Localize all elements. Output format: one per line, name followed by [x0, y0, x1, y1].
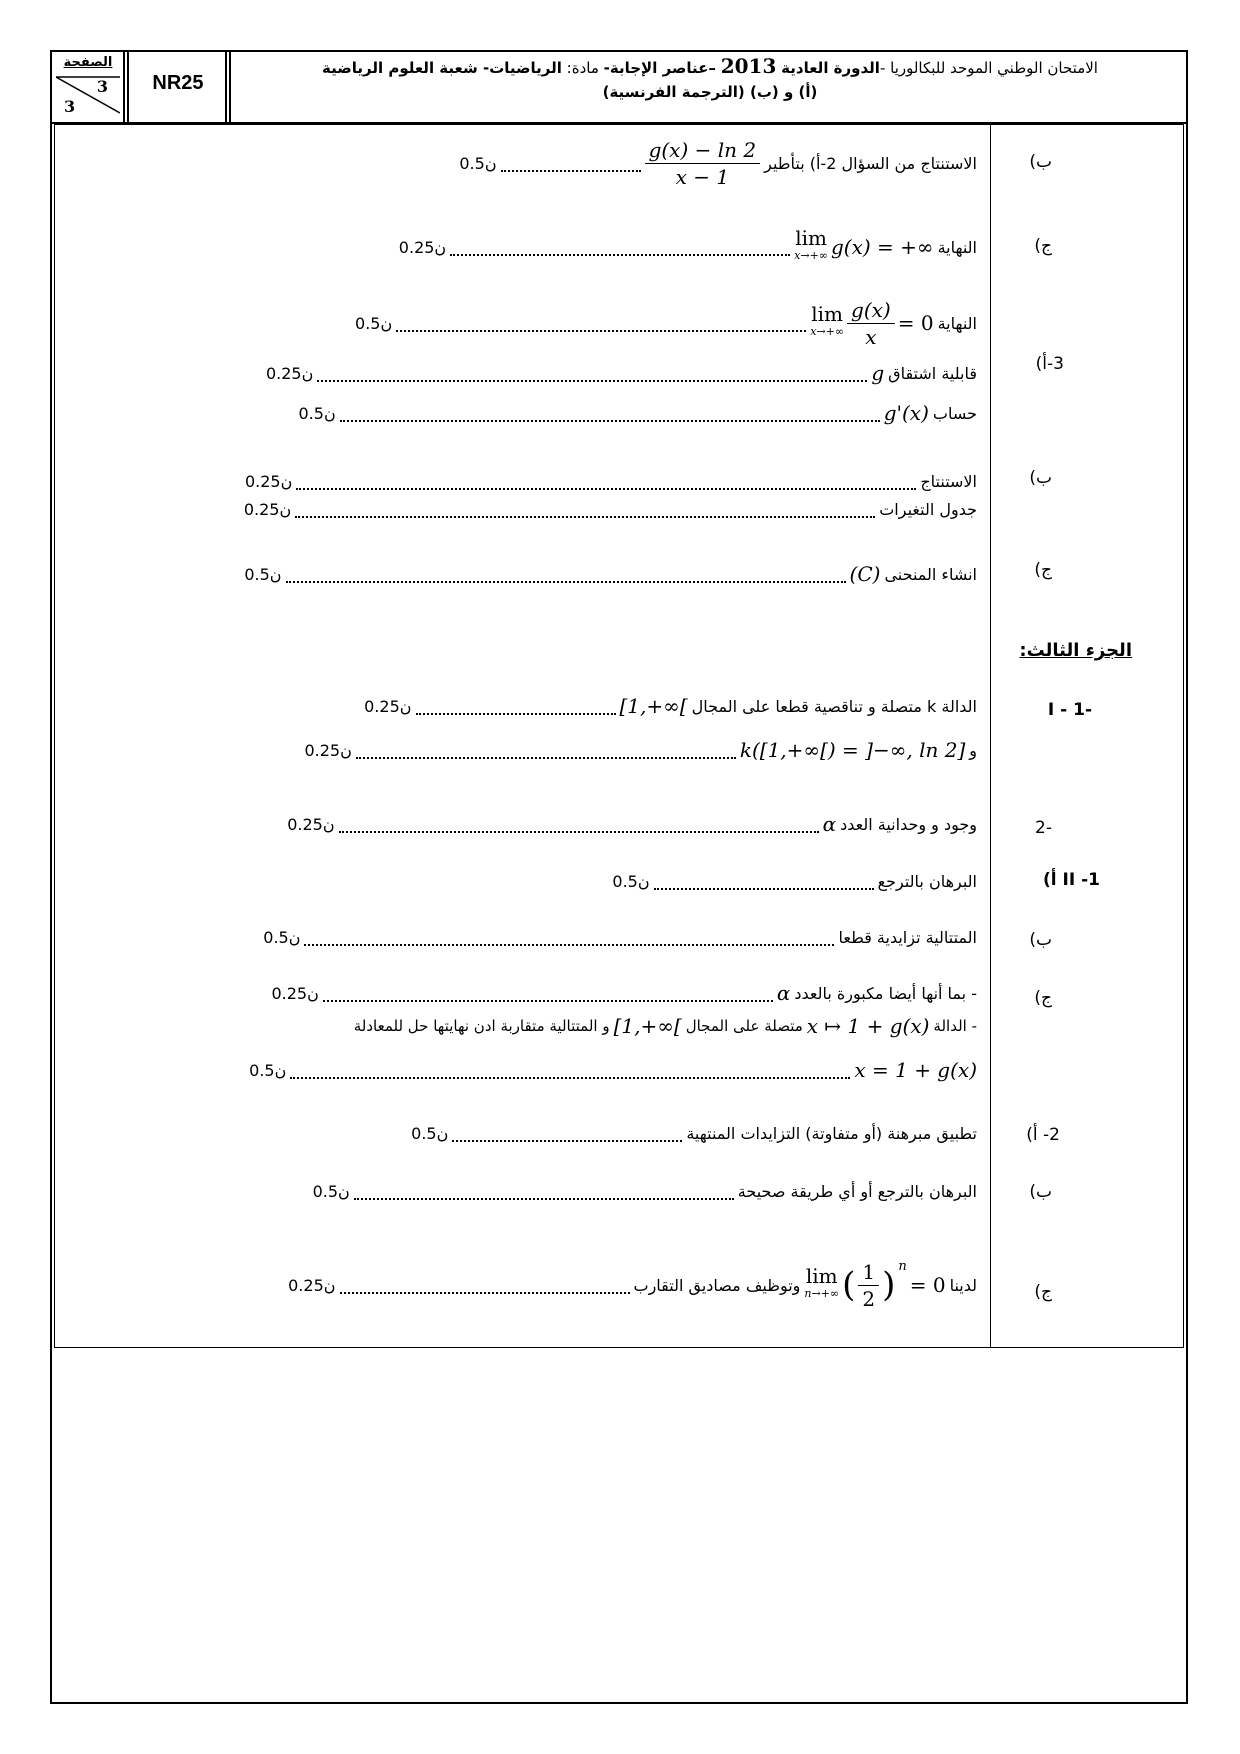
- section-part3: الجزء الثالث:: [1019, 640, 1132, 661]
- row-4: قابلية اشتقاق g 0.25ن: [265, 361, 977, 385]
- row-label-9: -1 - I: [1047, 700, 1092, 720]
- exam-code: NR25: [152, 72, 204, 94]
- header-answer-elements: –عناصر الإجابة-: [603, 59, 716, 77]
- row-label-2: ج): [1034, 236, 1052, 256]
- row-5: حساب g'(x) 0.5ن: [298, 401, 977, 425]
- points: 0.5ن: [411, 1123, 449, 1143]
- page-current: 3: [96, 77, 108, 96]
- page-total: 3: [64, 97, 76, 116]
- points: 0.25ن: [304, 740, 352, 760]
- row-11: وجود و وحدانية العدد α 0.25ن: [287, 812, 977, 836]
- points: 0.5ن: [263, 927, 301, 947]
- header-session: الدورة العادية: [781, 59, 880, 77]
- row-8: انشاء المنحنى (C) 0.5ن: [244, 562, 977, 586]
- points: 0.5ن: [355, 313, 393, 333]
- points: 0.5ن: [312, 1181, 350, 1201]
- points: 0.25ن: [244, 471, 293, 491]
- header-subtitle: (أ) و (ب) (الترجمة الفرنسية): [602, 83, 818, 101]
- points: 0.25ن: [287, 814, 335, 834]
- header-prefix: الامتحان الوطني الموحد للبكالوريا -: [879, 59, 1098, 77]
- row-10: و k([1,+∞[) = ]−∞, ln 2] 0.25ن: [304, 738, 977, 762]
- header-title: [240, 54, 1180, 80]
- points: 0.5ن: [298, 403, 336, 423]
- row-13: المتتالية تزايدية قطعا 0.5ن: [263, 927, 977, 947]
- row-2: النهاية lim x→+∞ g(x) = +∞ 0.25ن: [399, 222, 977, 272]
- points: 0.5ن: [249, 1060, 287, 1080]
- limit-g-infinity: lim x→+∞ g(x) = +∞: [794, 226, 934, 262]
- row-label-11: -2: [1035, 818, 1052, 838]
- header-subject-label: مادة:: [566, 59, 599, 77]
- points: 0.25ن: [364, 696, 412, 716]
- row-14: - بما أنها أيضا مكبورة بالعدد α 0.25ن: [271, 981, 977, 1005]
- fraction-g-ln2: $\frac{g(x) - \ln 2}{x - 1}$: [645, 137, 761, 190]
- row-label-19: ج): [1034, 1282, 1052, 1302]
- points: 0.5ن: [244, 564, 282, 584]
- row-label-1: ب): [1029, 152, 1052, 172]
- row-18: البرهان بالترجع أو أي طريقة صحيحة 0.5ن: [312, 1181, 977, 1201]
- header-divider-2: [123, 50, 129, 124]
- row-label-12: II -1 أ): [1043, 870, 1100, 890]
- header-subject: الرياضيات- شعبة العلوم الرياضية: [322, 59, 562, 77]
- row-label-17: 2- أ): [1026, 1125, 1060, 1145]
- header-divider-1: [225, 50, 231, 124]
- row-15: - الدالة x ↦ 1 + g(x) متصلة على المجال [1,+∞[ و المتتالية متقاربة ادن نهايتها حل للمعادلة: [353, 1014, 977, 1038]
- points: 0.25ن: [271, 983, 319, 1003]
- row-9: الدالة k متصلة و تناقصية قطعا على المجال [1,+∞[ 0.25ن: [364, 694, 977, 718]
- row-7: جدول التغيرات 0.25ن: [243, 499, 977, 519]
- row-3: النهاية lim x→+∞ $\frac{g(x)}{x}$ = 0 0.5ن: [355, 297, 977, 349]
- row-16: x = 1 + g(x) 0.5ن: [249, 1058, 977, 1082]
- row-label-18: ب): [1029, 1182, 1052, 1202]
- row-label-8: ج): [1034, 560, 1052, 580]
- limit-gx-over-x: lim x→+∞ $\frac{g(x)}{x}$ = 0: [810, 297, 934, 349]
- header-year: 2013: [720, 54, 777, 78]
- row-6: الاستنتاج 0.25ن: [244, 471, 977, 491]
- row-label-6: ب): [1029, 468, 1052, 488]
- row-17: تطبيق مبرهنة (أو متفاوتة) التزايدات المنتهية 0.5ن: [411, 1123, 977, 1143]
- row-1: الاستنتاج من السؤال 2-أ) بتأطير $\frac{g(x) - \ln 2}{x - 1}$ 0.5ن: [459, 137, 977, 189]
- points: 0.25ن: [243, 499, 292, 519]
- row-19: لدينا lim n→+∞ ( $\frac{1}{2}$ ) $^n$ = 0 وتوظيف مصاديق التقارب 0.25ن: [288, 1258, 977, 1311]
- points: 0.5ن: [459, 153, 497, 173]
- row-label-4: 3-أ): [1035, 354, 1064, 374]
- row-12: البرهان بالترجع 0.5ن: [612, 871, 977, 891]
- page-label: الصفحة: [63, 55, 113, 70]
- row-label-13: ب): [1029, 930, 1052, 950]
- points: 0.25ن: [398, 237, 447, 257]
- points: 0.25ن: [265, 363, 314, 383]
- points: 0.25ن: [288, 1275, 336, 1295]
- row-label-14: ج): [1034, 988, 1052, 1008]
- points: 0.5ن: [612, 871, 650, 891]
- page-number-box: [56, 55, 120, 115]
- limit-half-power-n: lim n→+∞ ( $\frac{1}{2}$ ) $^n$ = 0: [804, 1258, 946, 1311]
